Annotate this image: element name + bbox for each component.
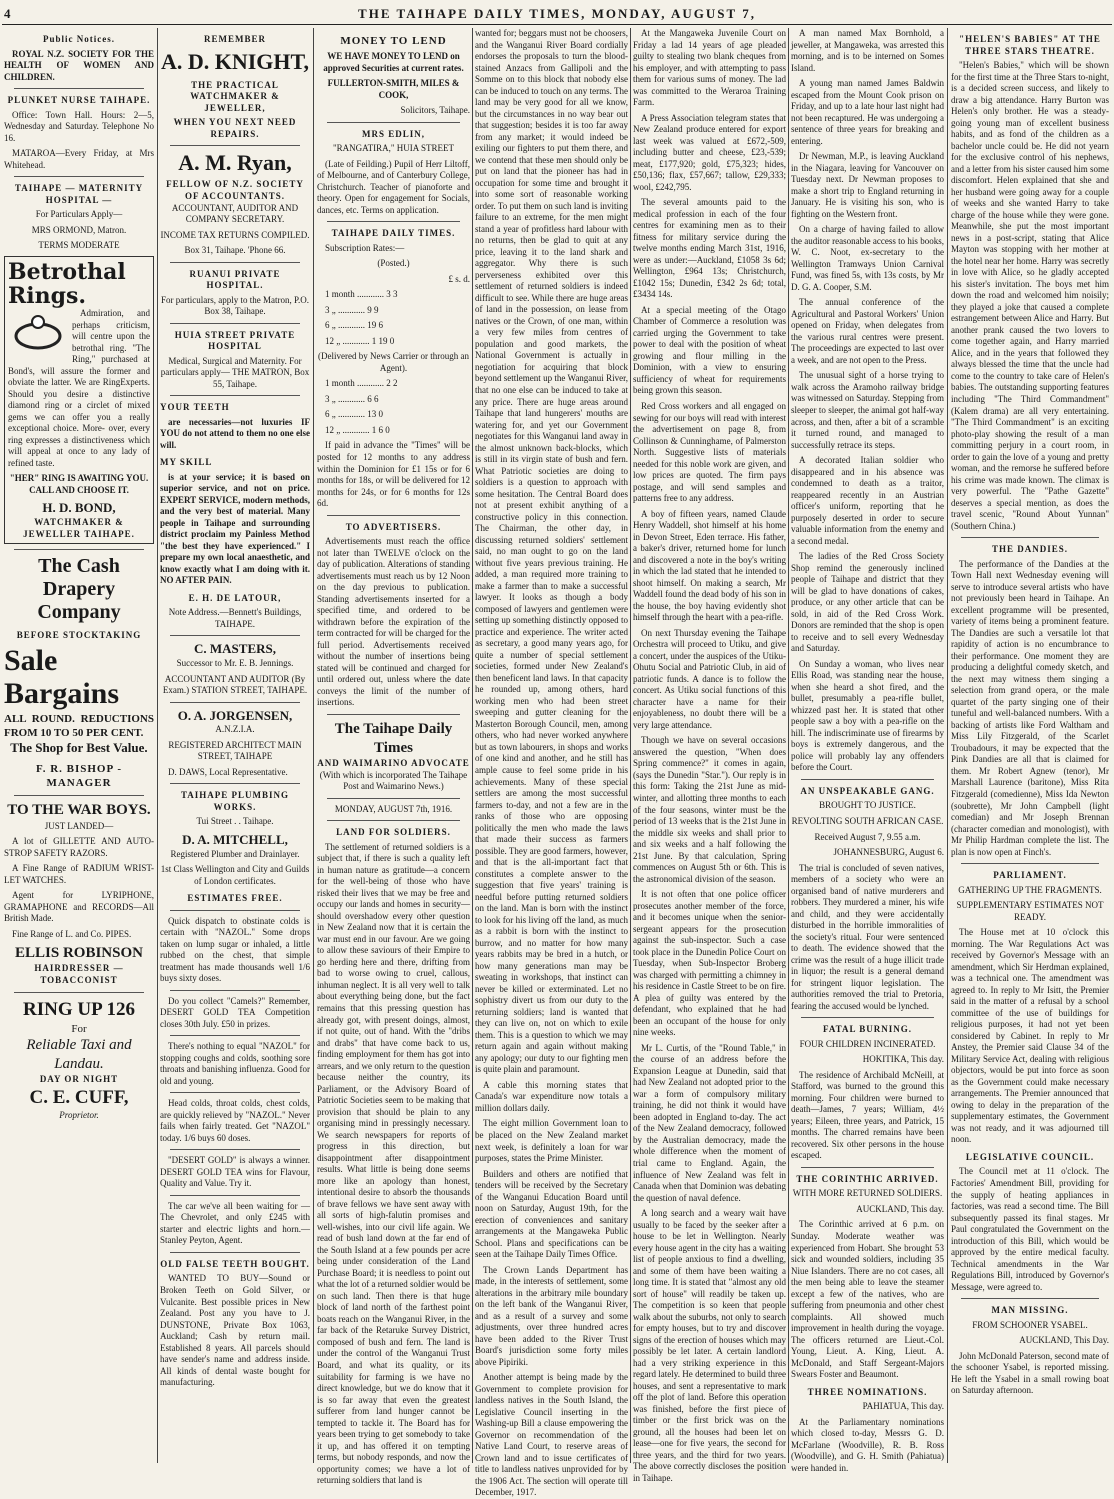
rate-row: 12 „ ............ 1 6 0 [325, 424, 390, 435]
land-heading: LAND FOR SOLDIERS. [336, 827, 451, 838]
rate-row: 12 „ ............ 1 19 0 [325, 335, 395, 346]
ring-up-heading: RING UP 126 [23, 998, 135, 1020]
for-text: For [71, 1022, 87, 1035]
mataroa-notice: MATAROA—Every Friday, at Mrs Whitehead. [4, 148, 154, 170]
huia-heading: HUIA STREET PRIVATE HOSPITAL [174, 329, 296, 352]
dandies-body: The performance of the Dandies at the Town Hall next Wednesday evening will serve to introduce several artists who have not previously been heard in Taihape. An excellent programme will be presented, variety of items being a prominent feature. The Dandies are such a versatile lot that rapidity of action is no encumbrance to their performance. One moment they are producing a delightful comedy sketch, and the next may witness them singing a selection from grand opera, or the male quartet of the party singing one of their tuneful and well-balanced numbers. With a backing of artists like Ford Waltham and Miss Lily Fitzgerald, of the Scarlet Troubadours, it may be expected that the Pink Dandies are all that is claimed for them. Mr Robert Agnew (tenor), Mr Marshall Laurence (baritone), Miss Rita Fitzgerald (comedienne), Miss Ida Newton (soubrette), Mr John Campbell (light comedian) and Mr Joseph Brennan (character comedian and monologist), with Mr Philip Hardman complete the list. The plan is now open at Finch's. [951, 558, 1109, 857]
police-item: It is not often that one police officer prosecutes another member of the force, and it becomes unique when the senior-sergeant appears for the prosecution against the sub-inspector. Such a case took place in the Dunedin Police Court on Tuesday, when Sub-Inspector Broberg was charged with permitting a chimney in his residence in Castle Street to be on fire. A plea of guilty was entered by the defendant, who explained that he had been an occupant of the house for only nine weeks. [633, 889, 786, 1038]
nazol-ad-1: Quick dispatch to obstinate colds is certain with "NAZOL." Some drops taken on lump sugar or inhaled, a little rubbed on the chest, that simple treatment has made thousands well 1/6 buys sixty doses. [160, 915, 310, 984]
terms-moderate: TERMS MODERATE [38, 240, 120, 251]
italian-item: A decorated Italian soldier who disappeared and in his absence was condemned to death as a traitor, reappeared recently in an Austrian officer's uniform, reporting that he purposely deserted in order to secure valuable information from the enemy and a second medal. [791, 455, 944, 546]
juvenile-court: At the Mangaweka Juvenile Court on Friday a lad 14 years of age pleaded guilty to stealing two blank cheques from his employer, and with attempting to pass them for various sums of money. The lad was committed to the Weraroa Training Farm. [633, 28, 786, 108]
architect: REGISTERED ARCHITECT MAIN STREET, TAIHAPE [168, 739, 302, 762]
mitchell-name: D. A. MITCHELL, [182, 831, 288, 847]
rate-row: 3 „ ............ 9 9 [325, 304, 379, 315]
divider [170, 1252, 300, 1253]
ryan-box: Box 31, Taihape. 'Phone 66. [184, 245, 286, 256]
camels-ad: Do you collect "Camels?" Remember, DESERT GOLD TEA Competition closes 30th July. £50 in prizes. [160, 995, 310, 1029]
nominations-body: At the Parliamentary nominations which closed to-day, Messrs G. D. McFarlane (Woodville), R. B. Ross (Woodville), and G. H. Smith (Pahiatua) were handed in. [791, 1416, 944, 1473]
parliament-heading: PARLIAMENT. [993, 870, 1067, 881]
incinerated-subheading: FOUR CHILDREN INCINERATED. [799, 1038, 936, 1049]
council-heading: LEGISLATIVE COUNCIL. [965, 1151, 1095, 1162]
divider [14, 88, 144, 89]
skill-body: is at your service; it is based on superior service, and not on price. EXPERT SERVICE, modern methods, and the very best of material. Many people in Taihape and surrounding district proclaim my Painless Method "the best they have experienced." I prepare my own local anaesthetic, and know exactly what I am doing with it. NO AFTER PAIN. [160, 471, 310, 586]
cash-drapery-title: The Cash Drapery Company [37, 555, 121, 624]
divider [170, 783, 300, 784]
conference-item: The annual conference of the Agricultural and Pastoral Workers' Union opened on Friday, when delegates from the various rural centres were present. The proceedings are expected to last over a week, and are not open to the Press. [791, 297, 944, 365]
rate-row: 6 „ ............ 19 6 [325, 320, 383, 331]
column-divider [472, 28, 473, 1463]
divider [327, 122, 460, 123]
corinthic-heading: THE CORINTHIC ARRIVED. [796, 1173, 939, 1184]
bornhold-item: A man named Max Bornhold, a jeweller, at Mangaweka, was arrested this morning, and is to be interned on Somes Island. [791, 28, 944, 73]
gang-subheading: BROUGHT TO JUSTICE. [819, 800, 916, 811]
pipes-item: Fine Range of L. and Co. PIPES. [12, 928, 132, 939]
just-landed: JUST LANDED— [44, 820, 114, 831]
plumbing-street: Tui Street . . Taihape. [196, 816, 274, 827]
gang-body: The trial is concluded of seven natives, members of a society who were an organised band of native murderers and robbers. They murdered a miner, his wife and child, and they were accidentally disturbed in the horrible immoralities of the society's ritual. Four were sentenced to death. The evidence showed that the crime was the result of a huge illicit trade in liquor; the result is a general demand for stringent liquor legislation. The authorities removed the trial to Pretoria, fearing the accused would be lynched. [791, 862, 944, 1011]
fragments-subheading: GATHERING UP THE FRAGMENTS. [958, 884, 1102, 895]
column-3 [317, 28, 470, 1486]
divider [170, 395, 300, 396]
rate-row: 1 month ............ 3 3 [325, 289, 398, 300]
pahiatua-dateline: PAHIATUA, This day. [862, 1401, 944, 1412]
divider [327, 820, 460, 821]
divider [14, 549, 144, 550]
divider [14, 992, 144, 993]
joburg-dateline: JOHANNESBURG, August 6. [833, 847, 944, 858]
ladies-item: The ladies of the Red Cross Society Shop remind the generously inclined people of Taihape and district that they will be glad to have donations of cakes, produce, or any other article that can be sold, in aid of the Red Cross Work. Donors are reminded that the shop is open to receive and to sell every Wednesday and Saturday. [791, 551, 944, 654]
horse-item: The unusual sight of a horse trying to walk across the Aramoho railway bridge was witnessed on Saturday. Stepping from sleeper to sleeper, the animal got half-way across, and then, after a bit of a scramble it turned round, and managed to successfully retrace its steps. [791, 370, 944, 450]
plunket-office: Office: Town Hall. Hours: 2—5, Wednesday and Saturday. Telephone No 16. [4, 109, 154, 143]
note-address: Note Address.—Bennett's Buildings, TAIHAPE. [168, 607, 302, 629]
school-tenders: Builders and others are notified that tenders will be received by the Secretary of the Wanganui Education Board until noon on Saturday, August 19th, for the erection of conveniences and sanitary arrangements at the Mangaweka Public School. Plans and specifications can be seen at the Taihape Daily Times Office. [475, 1168, 628, 1260]
land-body: The settlement of returned soldiers is a subject that, if there is such a quality left in human nature as gratitude—a concern for the well-being of those who have risked their lives that we may be free and occupy our lands and homes in security—should overshadow every other question in New Zealand now that it is certain the war must end in our favour. Are we going to allow these saviours of their Empire to go herding here and there, drifting from bad to worse owing to cruel, callous, inhuman neglect. It is all very well to talk about everything being done, but the fact remains that this pressing question has already got, with present doings, almost, if not quite, out of hand. With the "dribs and drabs" that have come back to us, finding employment for them has got into arrears, and we only return to the question because neither the country, its Parliament, or the Advisory Board of Patriotic Societies seem to be making that provision that should be plain to any organising mind in pressingly necessary. We search newspapers for reports of progress in this direction, but disappointment after disappointment results. What little is being done seems more like an apology than honest, intentional desire to absorb the thousands of brave fellows we have sent away with all sorts of high-falutin promises and well-wishes, into our civil life again. We read of bush land down at the far end of the South Island at a few pounds per acre being under consideration of the Land Purchase Board; it is needless to point out what the lot of a returned soldier would be on such land. Then there is that huge block of land north of the farthest point boats reach on the Wanganui River, in the far back of the Retaruke Survey District, composed of bush and fern. The land is under the control of the Wanganui Trust Board, and what its quality, or its suitability for farming is we have no direct knowledge, but we do know that it is so far away that even the greatest sufferer from land hunger cannot be tempted to tackle it. The Board has for years been trying to get somebody to take it up, and has offered it on tempting terms, but nobody responds, and now the opportunity comes; we have a lot of returning soldiers that land is [317, 841, 470, 1486]
orchestra-item: On next Thursday evening the Taihape Orchestra will proceed to Utiku, and give a concert, under the auspices of the Utiku-Ohutu Social and Patriotic Club, in aid of patriotic funds. A dance is to follow the concert. As Utiku social functions of this character have a name for their enjoyableness, no doubt there will be a very large attendance. [633, 627, 786, 730]
missing-body: John McDonald Paterson, second mate of the schooner Ysabel, is reported missing. He left the Ysabel in a small rowing boat on Saturday afternoon. [951, 1350, 1109, 1396]
nominations-heading: THREE NOMINATIONS. [807, 1386, 928, 1397]
divider [801, 1017, 934, 1018]
ryan-role: ACCOUNTANT, AUDITOR AND COMPANY SECRETARY. [171, 202, 299, 225]
mitchell-cert: 1st Class Wellington and City and Guilds of London certificates. [160, 864, 310, 886]
babies-body: "Helen's Babies," which will be shown for the first time at the Three Stars to-night, is a decided screen success, and likely to draw a big attendance. Harry Burton was Helen's only brother. He was a steady-going young man of excellent business habits, and as fond of the children as a bachelor uncle could be. He did not yearn for the exclusive control of his nephews, and a letter from his sister caused him some discomfort. Helen explained that she and her husband were going away for a couple of weeks and she wanted Harry to take charge of the house while they were gone. Meanwhile, she put the most important news in a post-script, stating that Alice Mayton was stopping with her mother at the hotel near her home. Harry was secretly in love with Alice, so he gladly accepted his sister's invitation. The boys met him down the road and welcomed him noisily; they played a joke that caused a complete estrangement between Alice and Harry. But another prank caused the two lovers to come together again, and Harry married Alice, and in the years that followed they always blessed the time that the uncle had come to the country to take care of Helen's babies. The outstanding supporting features including "The Third Commandment" (Kalem drama) are all very entertaining. "The Third Commandment" is an exciting photo-play showing the result of a man committing perjury in a court room, in order to gain the love of a young and pretty woman, and the remorse he suffered before his crime was made known. The climax is very powerful. The "Pathe Gazette" deserves a special mention, as does the travel scenic, "Round About Yunnan" (Southern China.) [951, 60, 1109, 531]
watches-item: A Fine Range of RADIUM WRIST-LET WATCHES. [4, 863, 154, 885]
ryan-tax: INCOME TAX RETURNS COMPILED. [160, 229, 310, 240]
betrothal-body: Admiration, and perhaps criticism, will centre upon the betrothal ring. "The Ring," purchased at Bond's, will assure the former and obviate the latter. We are RingExperts. Should you desire a distinctive diamond ring or a circlet of mixed gems we can offer you a really exceptional choice. More- over, every ring expresses a distinctiveness which will appeal at once to any lady of refined taste. [8, 308, 150, 468]
masthead-rule [2, 24, 1112, 25]
war-boys-heading: TO THE WAR BOYS. [7, 802, 151, 819]
advance-note: If paid in advance the "Times" will be posted for 12 months to any address within the Dominion for £1 15s or for 6 months for 18s, or will be delivered for 12 months for 24s, or for 6 months for 12s 6d. [317, 440, 470, 509]
dateline: MONDAY, AUGUST 7th, 1916. [334, 803, 453, 814]
divider [327, 714, 460, 715]
ruanui-body: For particulars, apply to the Matron, P.O. Box 38, Taihape. [161, 294, 309, 317]
maternity-heading: TAIHAPE — MATERNITY HOSPITAL — [14, 183, 144, 205]
masters-name: C. MASTERS, [194, 641, 276, 657]
council-body: The Council met at 11 o'clock. The Factories' Amendment Bill, providing for the supply of heating appliances in factories, was read a second time. The Bill subsequently passed its final stages. Mr Paul congratulated the Government on the introduction of this Bill, which would be approved by the entire medical faculty. Technical amendments in the War Regulations Bill, introduced by Governor's Message, were agreed to. [951, 1166, 1109, 1292]
false-teeth-body: WANTED TO BUY—Sound or Broken Teeth on Gold Silver, or Vulcanite. Best possible prices in New Zealand. Post any you have to J. DUNSTONE, Private Box 1063, Auckland; Cash by return mail. Established 8 years. All parcels should have sender's name and address inside. All kinds of dental waste bought for manufacturing. [160, 1273, 310, 1388]
delivered-rates [317, 378, 470, 436]
razors-item: A lot of GILLETTE AND AUTO-STROP SAFETY RAZORS. [4, 836, 154, 858]
missing-dateline: AUCKLAND, This Day. [1019, 1335, 1109, 1346]
huia-body: Medical, Surgical and Maternity. For particulars apply— THE MATRON, Box 55, Taihape. [160, 355, 310, 389]
newman-item: Dr Newman, M.P., is leaving Auckland in the Niagara, leaving for Vancouver on Tuesday next. Dr Newman proposes to make a short trip to England returning in January. He is visiting his son, who is fighting on the Western front. [791, 151, 944, 219]
skill-heading: MY SKILL [160, 457, 213, 468]
tramways-item: On a charge of having failed to allow the auditor reasonable access to his books, W. C. Noot, ex-secretary to the Wellington Tramways Union Carnival Fund, was fined 5s, with 13s costs, by Mr D. G. A. Cooper, S.M. [791, 224, 944, 292]
proprietor: Proprietor. [59, 1110, 99, 1121]
bargains-heading: Bargains [4, 677, 120, 711]
ring-icon [8, 312, 68, 352]
cable-item: A cable this morning states that Canada's war expenditure now totals a million dollars daily. [475, 1079, 628, 1113]
auckland-dateline: AUCKLAND, This day. [856, 1203, 944, 1214]
chevrolet-ad: The car we've all been waiting for —The Chevrolet, and only £245 with starter and electric lights and horn.— Stanley Peyton, Agent. [160, 1200, 310, 1246]
nazol-ad-2: There's nothing to equal "NAZOL" for stopping coughs and colds, soothing sore throats and banishing influenza. Good for old and young. [160, 1041, 310, 1086]
masters-subtitle: Successor to Mr. E. B. Jennings. [176, 658, 294, 669]
column-6 [791, 28, 944, 1473]
plumbing-heading: TAIHAPE PLUMBING WORKS. [180, 790, 290, 812]
divider [961, 537, 1099, 538]
fullerton: FULLERTON-SMITH, MILES & COOK, [327, 78, 460, 100]
jorgensen-subtitle: A.N.Z.I.A. [215, 724, 255, 735]
rate-row: 1 month ............ 2 2 [325, 378, 398, 389]
maternity-apply: For Particulars Apply— [35, 209, 123, 220]
teeth-heading: YOUR TEETH [160, 402, 230, 413]
public-notices-heading: Public Notices. [43, 34, 115, 44]
house-body: The House met at 10 o'clock this morning. The War Regulations Act was received by Governor's Message with an amendment, which Sir Herdman explained, was a technical one. The amendment was agreed to. In reply to Mr Isitt, the Premier said in the matter of a refusal by a school committee of the use of buildings for religious purposes, it had not yet been considered by Cabinet. In reply to Mr Anstey, the Premier said Clause 34 of the Military Service Act, dealing with religious objectors, would be put into force as soon as the Government could make necessary arrangements. The Premier announced that owing to delay in the preparation of the supplementary estimates, the Government was not ready, and it was adjourned till noon. [951, 927, 1109, 1145]
rangatira: "RANGATIRA," HUIA STREET [332, 143, 455, 154]
divider [327, 515, 460, 516]
divider [170, 1035, 300, 1036]
ellis-subtitle: HAIRDRESSER — TOBACCONIST [34, 963, 124, 985]
shop-best: The Shop for Best Value. [10, 739, 148, 755]
column-divider [313, 28, 314, 1463]
revolting-subheading: REVOLTING SOUTH AFRICAN CASE. [791, 816, 944, 826]
column-divider [947, 28, 948, 1463]
column-5 [633, 28, 786, 1483]
divider [170, 1195, 300, 1196]
divider [170, 1149, 300, 1150]
bond-subtitle: WATCHMAKER & JEWELLER TAIHAPE. [23, 516, 135, 539]
divider [327, 798, 460, 799]
burning-body: The residence of Archibald McNeill, at Stafford, was burned to the ground this morning. Four children were burned to death—James, 7 years; William, 4½ years; Eileen, three years, and Patrick, 15 months. The charred remains have been recovered. Six other persons in the house escaped. [791, 1069, 944, 1161]
divider [801, 779, 934, 780]
sale-heading: Sale [4, 643, 58, 677]
edlin-body: (Late of Feilding.) Pupil of Herr Liltoff, of Melbourne, and of Canterbury College, Christchurch. Teacher of pianoforte and theory. Open for engagement for Socials, dances, etc. Terms on application. [317, 158, 470, 215]
mitchell-subtitle: Registered Plumber and Drainlayer. [170, 848, 300, 859]
advertisers-heading: TO ADVERTISERS. [345, 521, 442, 532]
column-2 [160, 28, 310, 1463]
ryan-subtitle: FELLOW OF N.Z. SOCIETY OF ACCOUNTANTS. [166, 179, 304, 201]
masters-role: ACCOUNTANT AND AUDITOR (By Exam.) STATION STREET, TAIHAPE. [162, 673, 308, 696]
column-4 [475, 28, 628, 1498]
corinthic-subheading: WITH MORE RETURNED SOLDIERS. [792, 1188, 943, 1199]
divider [961, 863, 1099, 864]
agent-item: Agent for LYRIPHONE, GRAMAPHONE and RECORDS—All British Made. [4, 890, 154, 924]
baldwin-item: A young man named James Baldwin escaped from the Mount Cook prison on Friday, and up to a late hour last night had not been recaptured. He was undergoing a sentence of three years for breaking and entering. [791, 78, 944, 146]
money-body: WE HAVE MONEY TO LEND on approved Securities at current rates. [323, 51, 464, 73]
ruanui-heading: RUANUI PRIVATE HOSPITAL. [189, 268, 281, 291]
burning-heading: FATAL BURNING. [822, 1024, 912, 1035]
curtis-item: Mr L. Curtis, of the "Round Table," in the course of an address before the Expansion League at Dunedin, said that had New Zealand not adopted prior to the war a form of compulsory military training, he did not think it would have been adopted in England to-day. The act of the New Zealand democracy, followed by the Australian democracy, made the whole difference when the moment of trial came to England. Again, the influence of New Zealand was felt in Canada when that Dominion was debating the question of naval defence. [633, 1042, 786, 1203]
desert-gold-ad: "DESERT GOLD" is always a winner. DESERT GOLD TEA wins for Flavour, Quality and Value. Try it. [160, 1155, 310, 1189]
false-teeth-heading: OLD FALSE TEETH BOUGHT. [160, 1258, 310, 1269]
money-heading: MONEY TO LEND [340, 35, 447, 47]
posted-rates [317, 289, 470, 347]
jorgensen-name: O. A. JORGENSEN, [177, 707, 293, 723]
divider [170, 262, 300, 263]
knight-name: A. D. KNIGHT, [160, 48, 310, 74]
divider [170, 323, 300, 324]
landless-natives: Another attempt is being made by the Government to complete provision for landless natives in the South Island, the Legislative Council inserting in the Washing-up Bill a clause empowering the Governor on recommendation of the Native Land Court, to reserve areas of Crown land and to issue certificates of title to landless natives unprovided for by the 1906 Act. The section will operate till December, 1917. [475, 1372, 628, 1498]
corinthic-body: The Corinthic arrived at 6 p.m. on Sunday. Moderate weather was experienced from Hobart. She brought 53 sick and wounded soldiers, including 35 Niue Islanders. There are no cot cases, all the men being able to leave the steamer except a few of the natives, who are suffering from pneumonia and other chest complaints. All showed much improvement in health during the voyage. The officers returned are Lieut.-Col. Young, Lieut. A. King, Lieut. A. McDonald, and Staff Sergeant-Majors Swears Foster and Beaumont. [791, 1219, 944, 1380]
babies-heading: "HELEN'S BABIES" AT THE THREE STARS THEATRE. [959, 34, 1101, 56]
press-association: A Press Association telegram states that New Zealand produce entered for export last week was valued at £672,-509, including butter and cheese, £23,-539; meat, £177,920; gold, £75,323; hides, £50,136; flax, £57,667; tallow, £29,333; wool, £242,795. [633, 112, 786, 192]
rate-row: 6 „ ............ 13 0 [325, 409, 383, 420]
tdt-heading: TAIHAPE DAILY TIMES. [331, 228, 456, 239]
bond-name: H. D. BOND, [42, 500, 116, 516]
day-or-night: DAY OR NIGHT [39, 1074, 119, 1085]
matron-name: MRS ORMOND, Matron. [31, 224, 127, 235]
ellis-road-item: On Sunday a woman, who lives near Ellis Road, was standing near the house, when she heard a shot fired, and the bullet, presumably a pea-rifle bullet, whizzed past her. It is stated that other people saw a boy with a pea-rifle on the hill. The indiscriminate use of firearms by boys is extremely dangerous, and the police will probably lay any offenders before the Court. [791, 658, 944, 773]
plunket-heading: PLUNKET NURSE TAIHAPE. [7, 95, 151, 106]
waddell-item: A boy of fifteen years, named Claude Henry Waddell, shot himself at his home in Devon Street, Eden terrace. His father, a baker's driver, returned home for lunch and discovered a note in the boy's writing in which the lad stated that he intended to shoot himself. On making a search, Mr Waddell found the dead body of his son in the house, the boy having evidently shot himself through the heart with a pea-rifle. [633, 508, 786, 623]
bishop-manager: F. R. BISHOP - MANAGER [35, 763, 123, 790]
before-stocktaking: BEFORE STOCKTAKING [16, 630, 142, 641]
cuff-name: C. E. CUFF, [29, 1086, 129, 1108]
gang-heading: AN UNSPEAKABLE GANG. [800, 785, 935, 796]
paper-subtitle: AND WAIMARINO ADVOCATE [317, 758, 470, 769]
divider [14, 795, 144, 796]
column-divider [788, 28, 789, 1463]
reductions: ALL ROUND. REDUCTIONS FROM 10 TO 50 PER CENT. [4, 712, 154, 739]
divider [170, 990, 300, 991]
knight-tagline: WHEN YOU NEXT NEED REPAIRS. [173, 117, 297, 139]
divider [327, 221, 460, 222]
knight-subtitle: THE PRACTICAL WATCHMAKER & JEWELLER, [190, 79, 280, 113]
dandies-heading: THE DANDIES. [991, 544, 1068, 555]
spring-item: Though we have on several occasions answered the question, "When does Spring commence?" it comes in again, (says the Dunedin "Star."). Our reply is in this form: Taking the 21st June as mid-winter, and allotting three months to each of the four seasons, winter must be the period of 13 weeks that is the 21st June in the middle six weeks and shall prior to and six weeks and a half following the 21st June. By that calculation, Spring commences on August 5th or 6th. This is the astronomical division of the season. [633, 735, 786, 884]
divider [801, 1167, 934, 1168]
house-search-item: A long search and a weary wait have usually to be faced by the seeker after a house to be let in Wellington. Nearly every house agent in the city has a waiting list of people anxious to find a dwelling, and some of them have been waiting a long time. It is stated that "almost any old sort of house" will readily be taken up. The competition is so keen that people walk about the suburbs, not only to search for empty houses, but to try and discover signs of the erection of houses which may possibly be let later. A certain landlord had a very striking experience in this regard lately. He determined to build three houses, and sent a representative to mark off the plot of land. Before this operation was finished, before the first piece of timber or the first brick was on the ground, all the houses had been let on lease—one for five years, the second for three years, and the third for two years. The above correctly discloses the position in Taihape. [633, 1208, 786, 1483]
divider [170, 702, 300, 703]
divider [170, 1092, 300, 1093]
land-continued: wanted for; beggars must not be choosers, and the Wanganui River Board cordially endorses the proposals to turn the blood-stained Anzacs from Gallipoli and the Somme on to this block that nobody else can be induced to touch on any terms. The land may be very good for all we know, but the circumstances in no way bear out that suggestion; besides it is too far away from any market; it would indeed be exiling our fighters to put them there, and we contend that these men should only be put on land that the pioneer has had in occupation for some time and brought it into some sort of reasonable working order. To put them on such land is inviting failure to an extreme, for the men might stand a year of profitless hard labour with no returns, then be glad to quit at any price, leaving it to the land shark and aggregator. Why there is such perverseness exhibited over this settlement of returned soldiers is indeed difficult to see. While there are huge areas of land in the possession, on lease from natives or the Crown, of one man, within a very few miles from centres of population and good markets, the National Government is actually in negotiation for acquiring that block beyond settlement up the Wanganui River, that no one else can be induced to take at any price. There are huge areas around Taihape that land hungerers' mouths are watering for, and yet our Government negotiates for this Wanganui land away in the almost unknown back-blocks, which is still in its virgin state of bush and fern. What Patriotic societies are doing to soldiers is a question to approach with some hesitation. The Central Board does not at present exhibit anything of a constructive policy in this connection. The Chairman, the other day, in discussing returned soldiers' settlement said, no man ought to go on the land without five years previous training. He added, a man required more training to make a farmer than to make a successful lawyer. It looks as though a body composed of lawyers and gentlemen were setting up something distinctly opposed to practice and experience. The writer acted as secretary, a good many years ago, for quite a number of special settlement societies, formed under New Zealand's then beneficent land laws. In that capacity he rounded up, among others, hard working men who had been street sweeping and gutter cleaning for the Masterton Borough Council, men, among others, who had never worked anywhere but as town labourers, in shops and works of one kind and another, and he still has ample cause to feel some pride in his achievements. Many of these special settlers are among the most successful farmers to-day, and not a few are in the ranks of those who are opposing politically the men who made the laws that made their success as farmers possible. They are good farmers, however, and that is the all-important fact that constitutes a complete answer to the suggestion that five years' training is needful before putting returned soldiers on the land. Man is born with the instinct to look for his living off the land, as much as a rabbit is born with the instinct to burrow, and no matter for how many years rabbits may be bred in a hutch, or how many generations man may be sweating in workshops, that instinct can never be killed or exterminated. Let no sophistry divert us from our duty to the returning soldiers; land is wanted that they can live on, not on which to exile them. This is a question to which we may return again and again without making any apology; our duty to our fighting men is quite plain and paramount. [475, 28, 628, 1075]
divider [170, 635, 300, 636]
loan-item: The eight million Government loan to be placed on the New Zealand market next week, is definitely a loan for war purposes, states the Prime Minister. [475, 1118, 628, 1164]
paper-note: (With which is incorporated The Taihape Post and Waimarino News.) [319, 769, 468, 792]
head-colds-ad: Head colds, throat colds, chest colds, are quickly relieved by "NAZOL." Never fails when fairly treated. Get "NAZOL" today. 1/6 buys 60 doses. [160, 1098, 310, 1143]
her-ring: "HER" RING IS AWAITING YOU. CALL AND CHOOSE IT. [9, 473, 149, 495]
divider [170, 145, 300, 146]
teeth-body: are necessaries—not luxuries IF YOU do not attend to them no one else will. [160, 416, 310, 450]
betrothal-rings-ad [4, 256, 154, 544]
supp-subheading: SUPPLEMENTARY ESTIMATES NOT READY. [956, 900, 1104, 922]
newspaper-title: THE TAIHAPE DAILY TIMES, MONDAY, AUGUST 7, [358, 6, 756, 21]
remember-label: REMEMBER [204, 34, 266, 44]
edlin-name: MRS EDLIN, [361, 128, 425, 139]
royal-society-notice: ROYAL N.Z. SOCIETY FOR THE HEALTH OF WOMEN AND CHILDREN. [4, 48, 154, 82]
divider [14, 176, 144, 177]
betrothal-title: Betrothal Rings. [8, 258, 126, 309]
posted-label: (Posted.) [377, 258, 410, 269]
delatour-name: E. H. DE LATOUR, [188, 592, 282, 603]
ryan-name: A. M. Ryan, [178, 150, 292, 176]
medical-fees: The several amounts paid to the medical profession in each of the four centres for examining men as to their fitness for military service during the twelve months ending March 31st, 1916, were as under:—Auckland, £1058 3s 6d; Wellington, £964 13s; Christchurch, £1042 15s; Dunedin, £342 2s 6d; total, £3434 14s. [633, 197, 786, 300]
daws-representative: D. DAWS, Local Representative. [168, 766, 288, 777]
ellis-robinson: ELLIS ROBINSON [15, 945, 143, 962]
advertisers-body: Advertisements must reach the office not later than TWELVE o'clock on the day of publication. Alterations of standing advertisements must reach us by 12 Noon on the day previous to publication. Standing advertisements inserted for a specified time, and ordered to be withdrawn before the expiration of the term contracted for will be charged for the full period. Advertisements received without the number of insertions being stated will be continued and charged for until ordered out, unless where the date conveys the limit of the number of insertions. [317, 536, 470, 708]
divider [961, 1298, 1099, 1299]
rate-row: 3 „ ............ 6 6 [325, 393, 379, 404]
page-number: 4 [4, 6, 11, 21]
divider [170, 910, 300, 911]
paper-title: The Taihape Daily Times [334, 720, 453, 757]
column-divider [157, 28, 158, 1463]
subscription-rates: Subscription Rates:— [325, 242, 405, 253]
otago-chamber: At a special meeting of the Otago Chamber of Commerce a resolution was carried urging the Government to take power to deal with the position of wheat growing and flour milling in the Dominion, with a view to ensuring sufficiency of wheat for requirements being grown this season. [633, 304, 786, 396]
estimates-free: ESTIMATES FREE. [187, 893, 283, 904]
lsd-header: £ s. d. [448, 273, 470, 284]
column-7 [951, 28, 1109, 1463]
missing-subheading: FROM SCHOONER YSABEL. [972, 1319, 1088, 1330]
solicitors: Solicitors, Taihape. [400, 105, 470, 116]
column-divider [630, 28, 631, 1463]
hokitika-dateline: HOKITIKA, This day. [862, 1054, 944, 1065]
delivered-label: (Delivered by News Carrier or through an Agent). [318, 351, 469, 373]
crown-lands: The Crown Lands Department has made, in the interests of settlement, some alterations in the arbitrary mile boundary on the left bank of the Wanganui River, and as a result of a survey and some adjustments, over three hundred acres have been added to the River Trust Board's jurisdiction some forty miles above Pipiriki. [475, 1264, 628, 1367]
red-cross: Red Cross workers and all engaged on sewing for our boys will read with interest the advertisement on page 8, from Collinson & Cunninghame, of Palmerston North. Suggestive lists of materials needed for this noble work are given, and low prices are quoted. The firm pays postage, and will send samples and patterns free to any address. [633, 400, 786, 504]
received-line: Received August 7, 9.55 a.m. [814, 831, 921, 842]
column-1 [4, 28, 154, 1463]
missing-heading: MAN MISSING. [991, 1305, 1069, 1316]
masthead [0, 4, 1114, 22]
reliable-taxi: Reliable Taxi and Landau. [26, 1036, 132, 1073]
